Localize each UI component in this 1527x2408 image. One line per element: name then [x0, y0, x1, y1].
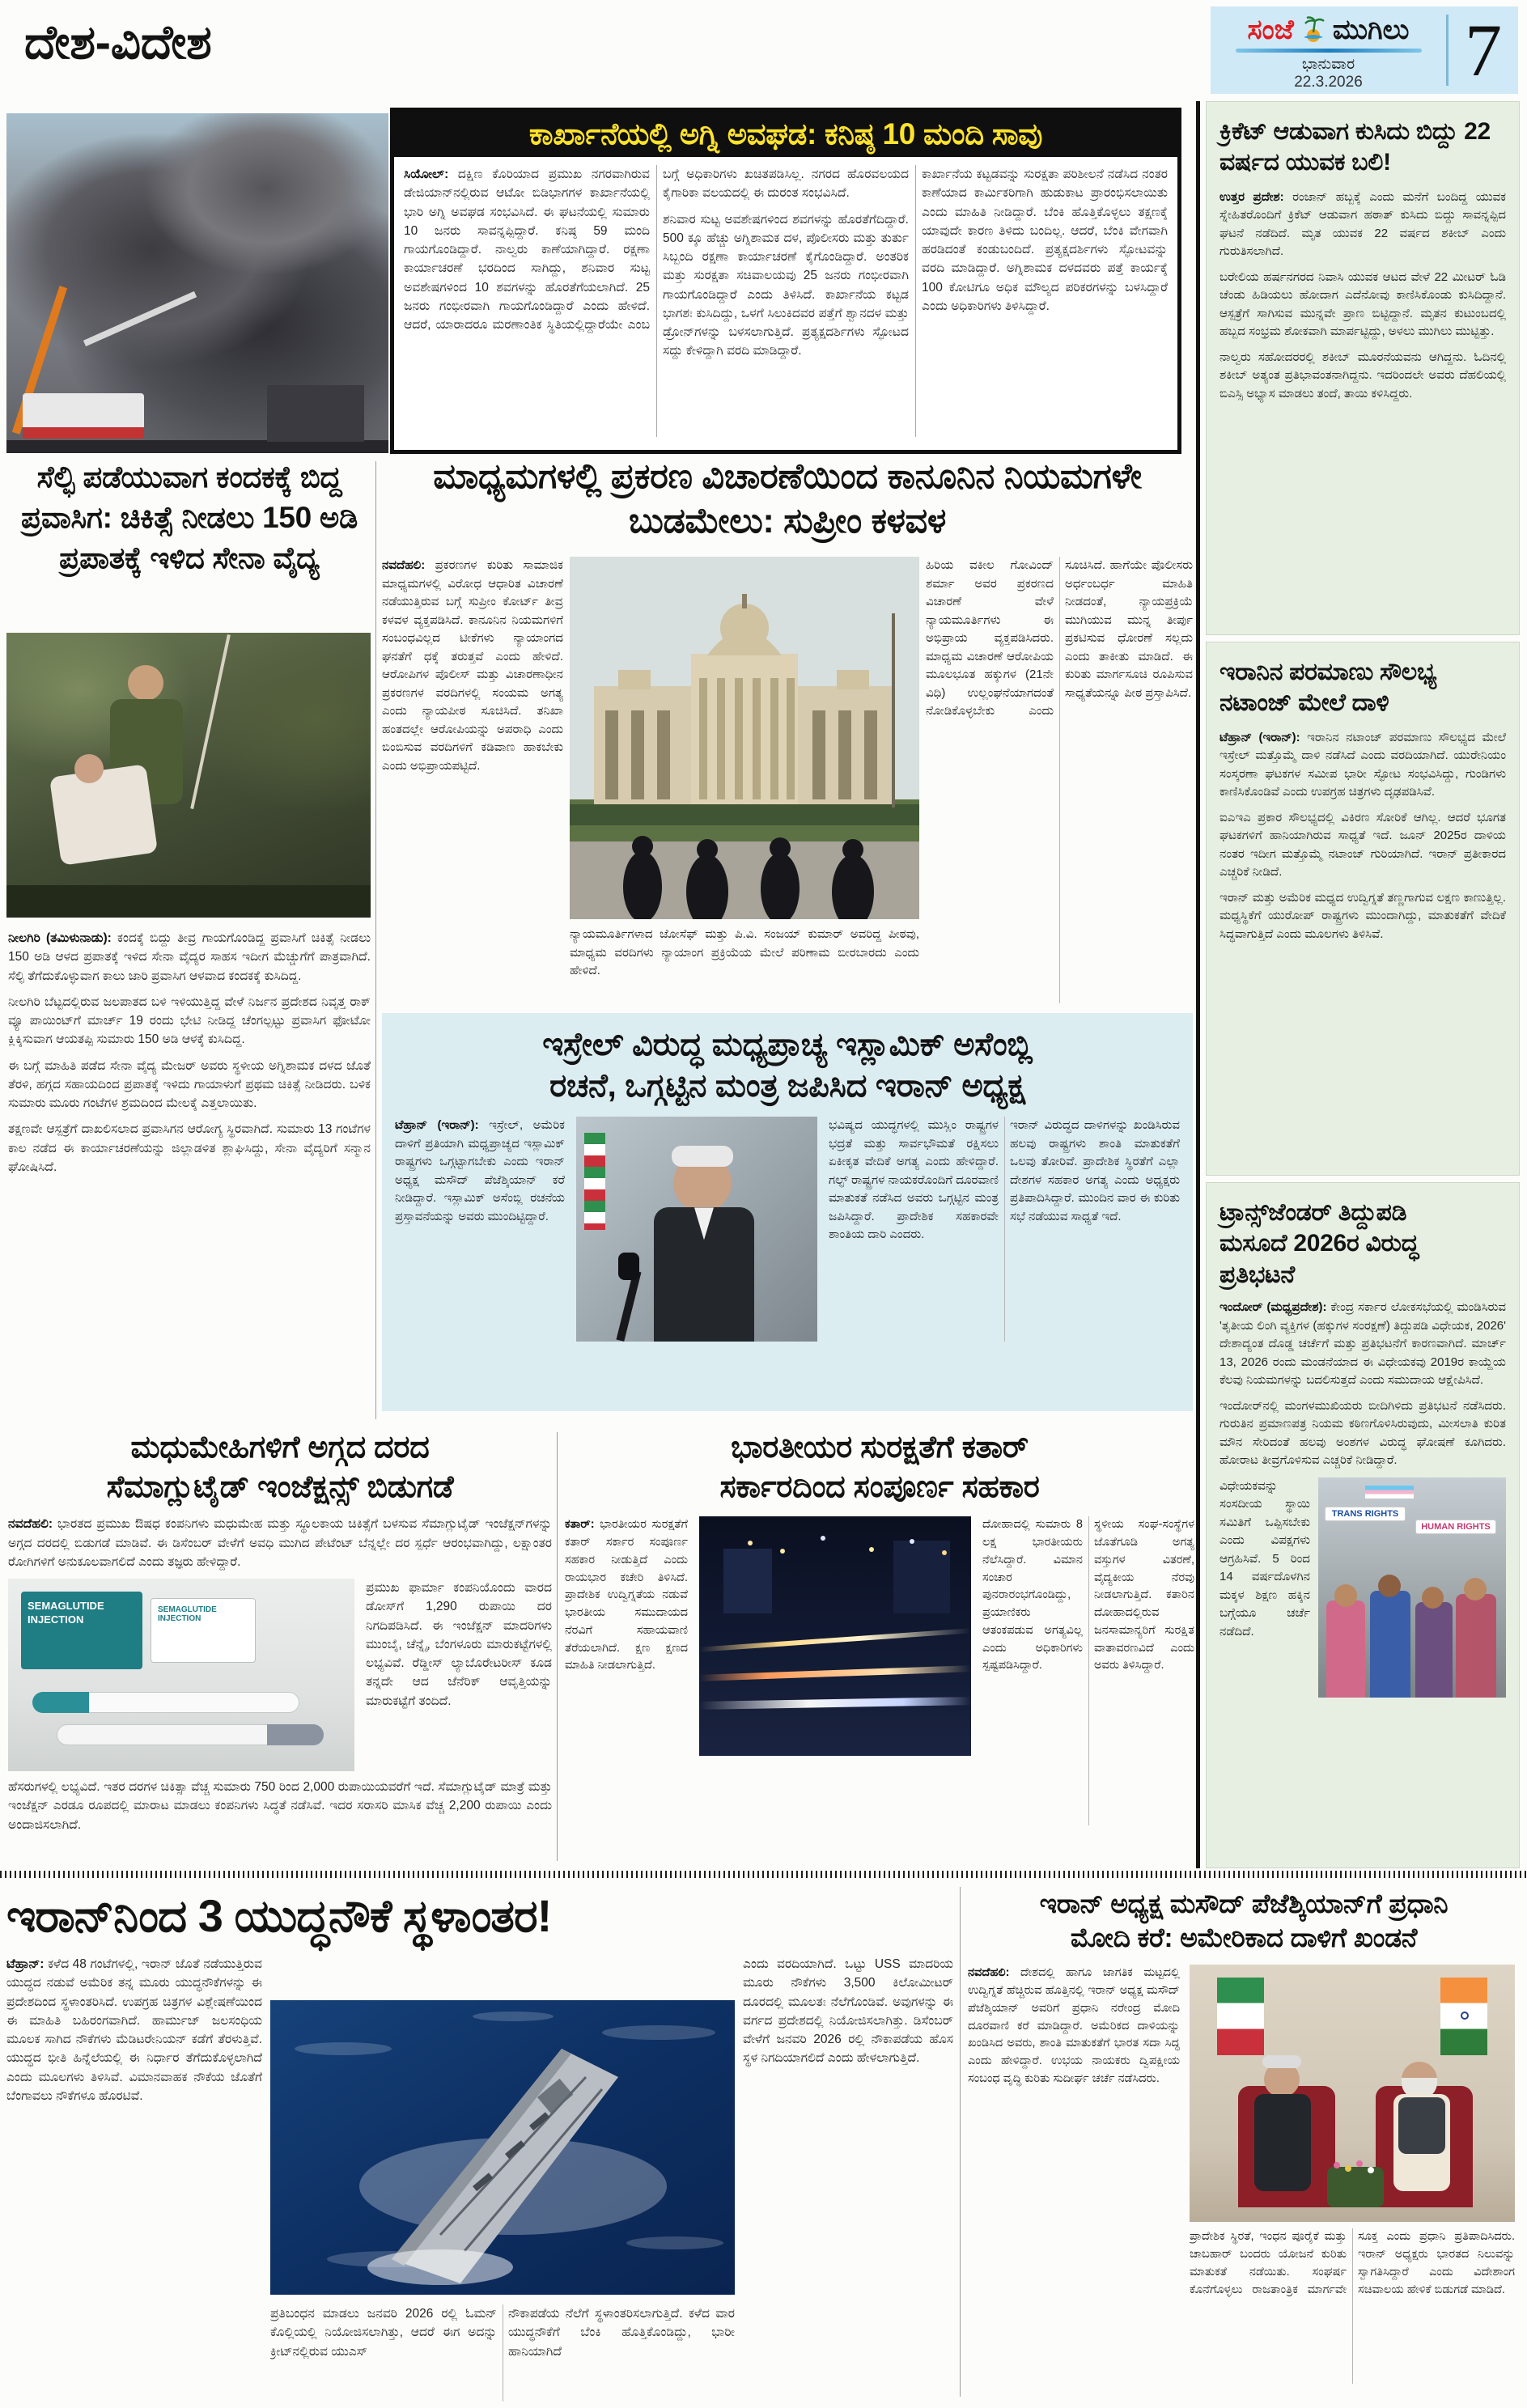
natanz-headline-2: ನಟಾಂಜ್ ಮೇಲೆ ದಾಳಿ	[1219, 689, 1389, 717]
qatar-headline-2: ಸರ್ಕಾರದಿಂದ ಸಂಪೂರ್ಣ ಸಹಕಾರ	[719, 1469, 1040, 1504]
section-title: ದೇಶ-ವಿದೇಶ	[24, 16, 212, 69]
israel-article	[382, 1013, 1193, 1411]
supreme-court-photo	[570, 557, 919, 919]
qatar-article	[565, 1428, 1194, 1865]
semaglutide-injection-photo: SEMAGLUTIDE INJECTION SEMAGLUTIDE INJECTION	[8, 1579, 354, 1771]
natanz-byline: ಟೆಹ್ರಾನ್ (ಇರಾನ್):	[1219, 730, 1300, 744]
section-divider	[0, 1871, 1527, 1878]
iran-president-photo	[576, 1117, 817, 1342]
trans-article	[1206, 1182, 1520, 1868]
selfie-body-4: ತಕ್ಷಣವೇ ಆಸ್ಪತ್ರೆಗೆ ದಾಖಲಿಸಲಾದ ಪ್ರವಾಸಿಗನ ಆರೋಗ್ಯ ಸ್ಥಿರವಾಗಿದೆ. ಸುಮಾರು 13 ಗಂಟೆಗಳ ಕಾಲ ನಡೆದ ಈ ಕಾರ್ಯಾಚರಣೆಯನ್ನು ಜಿಲ್ಲಾಡಳಿತ ಶ್ಲಾಘಿಸಿದ್ದು, ಸೇನಾ ವೈದ್ಯರಿಗೆ ಸನ್ಮಾನ ಘೋಷಿಸಿದೆ.	[8, 1122, 371, 1174]
supreme-col-left: ಪ್ರಕರಣಗಳ ಕುರಿತು ಸಾಮಾಜಿಕ ಮಾಧ್ಯಮಗಳಲ್ಲಿ ವಿರೋಧ ಆಧಾರಿತ ವಿಚಾರಣೆ ನಡೆಯುತ್ತಿರುವ ಬಗ್ಗೆ ಸುಪ್ರೀಂ ಕೋರ್ಟ್ ತೀವ್ರ ಕಳವಳ ವ್ಯಕ್ತಪಡಿಸಿದೆ. ಕಾನೂನಿನ ನಿಯಮಗಳಿಗೆ ಸಂಬಂಧವಿಲ್ಲದ ಟೀಕೆಗಳು ನ್ಯಾಯಾಂಗದ ಘನತೆಗೆ ಧಕ್ಕೆ ತರುತ್ತವೆ ಎಂದು ಹೇಳಿದೆ. ಆರೋಪಿಗಳ ಪೊಲೀಸ್ ಮತ್ತು ವಿಚಾರಣಾಧೀನ ಪ್ರಕರಣಗಳ ವರದಿಗಳಲ್ಲಿ ಸಂಯಮ ಅಗತ್ಯ ಎಂದು ನ್ಯಾಯಪೀಠ ಸೂಚಿಸಿದೆ. ತನಿಖಾ ಹಂತದಲ್ಲೇ ಆರೋಪಿಯನ್ನು ಅಪರಾಧಿ ಎಂದು ಬಿಂಬಿಸುವ ವರದಿಗಳಿಗೆ ಕಡಿವಾಣ ಹಾಕಬೇಕು ಎಂದು ಅಭಿಪ್ರಾಯಪಟ್ಟಿದೆ.	[382, 558, 563, 773]
diabetes-side: ಪ್ರಮುಖ ಫಾರ್ಮಾ ಕಂಪನಿಯೊಂದು ವಾರದ ಡೋಸ್‌ಗೆ 1,290 ರುಪಾಯಿ ದರ ನಿಗದಿಪಡಿಸಿದೆ. ಈ ಇಂಜೆಕ್ಷನ್ ಮಾದರಿಗಳು ಮುಂಬೈ, ಚೆನ್ನೈ, ಬೆಂಗಳೂರು ಮಾರುಕಟ್ಟೆಗಳಲ್ಲಿ ಲಭ್ಯವಿವೆ. ರೆಡ್ಡೀಸ್ ಲ್ಯಾಬೊರೇಟರೀಸ್ ಕೂಡ ತನ್ನದೇ ಆದ ಜೆನೆರಿಕ್ ಆವೃತ್ತಿಯನ್ನು ಮಾರುಕಟ್ಟೆಗೆ ತಂದಿದೆ.	[366, 1581, 552, 1708]
israel-headline-1: ಇಸ್ರೇಲ್ ವಿರುದ್ಧ ಮಧ್ಯಪ್ರಾಚ್ಯ ಇಸ್ಲಾಮಿಕ್ ಅಸೆಂಬ್ಲಿ	[542, 1027, 1033, 1062]
brand-underline	[1236, 49, 1422, 53]
selfie-byline: ನೀಲಗಿರಿ (ತಮಿಳುನಾಡು):	[8, 931, 112, 945]
fire-body-2: ಶನಿವಾರ ಸುಟ್ಟ ಅವಶೇಷಗಳಿಂದ ಶವಗಳನ್ನು ಹೊರತೆಗೆದಿದ್ದಾರೆ. 500 ಕ್ಕೂ ಹೆಚ್ಚು ಅಗ್ನಿಶಾಮಕ ದಳ, ಪೊಲೀಸರು ಮತ್ತು ತುರ್ತು ಸಿಬ್ಬಂದಿ ರಕ್ಷಣಾ ಕಾರ್ಯಾಚರಣೆ ಕೈಗೊಂಡಿದ್ದಾರೆ. ಅಂತರಿಕ ಮತ್ತು ಸುರಕ್ಷತಾ ಸಚಿವಾಲಯವು 25 ಜನರು ಗಂಭೀರವಾಗಿ ಗಾಯಗೊಂಡಿದ್ದಾರೆ ಎಂದು ತಿಳಿಸಿದೆ. ಕಾರ್ಖಾನೆಯ ಕಟ್ಟಡ ಭಾಗಶಃ ಕುಸಿದಿದ್ದು, ಒಳಗೆ ಸಿಲುಕಿದವರ ಪತ್ತೆಗೆ ಶ್ವಾನದಳ ಮತ್ತು ಡ್ರೋನ್‌ಗಳನ್ನು ಬಳಸಲಾಗುತ್ತಿದೆ. ಪ್ರತ್ಯಕ್ಷದರ್ಶಿಗಳು ಸ್ಫೋಟದ ಸದ್ದು ಕೇಳಿದ್ದಾಗಿ ವರದಿ ಮಾಡಿದ್ದಾರೆ.	[663, 212, 909, 358]
trans-protest-photo	[1318, 1477, 1506, 1698]
trans-body-1: ಕೇಂದ್ರ ಸರ್ಕಾರ ಲೋಕಸಭೆಯಲ್ಲಿ ಮಂಡಿಸಿರುವ 'ತೃತೀಯ ಲಿಂಗಿ ವ್ಯಕ್ತಿಗಳ (ಹಕ್ಕುಗಳ ಸಂರಕ್ಷಣೆ) ತಿದ್ದುಪಡಿ ವಿಧೇಯಕ, 2026' ದೇಶಾದ್ಯಂತ ದೊಡ್ಡ ಚರ್ಚೆಗೆ ಮತ್ತು ಪ್ರತಿಭಟನೆಗೆ ಕಾರಣವಾಗಿದೆ. ಮಾರ್ಚ್ 13, 2026 ರಂದು ಮಂಡನೆಯಾದ ಈ ವಿಧೇಯಕವು 2019ರ ಕಾಯ್ದೆಯ ಕೆಲವು ನಿಯಮಗಳನ್ನು ಬದಲಿಸುತ್ತದೆ ಎಂದು ಸಮುದಾಯ ಆಕ್ಷೇಪಿಸಿದೆ.	[1219, 1300, 1506, 1388]
fire-byline: ಸಿಯೋಲ್:	[404, 167, 449, 181]
qatar-byline: ಕತಾರ್:	[565, 1518, 595, 1532]
cricket-headline: ಕ್ರಿಕೆಟ್ ಆಡುವಾಗ ಕುಸಿದು ಬಿದ್ದು 22 ವರ್ಷದ ಯುವಕ ಬಲಿ!	[1219, 118, 1491, 176]
trans-headline-2: ಮಸೂದೆ 2026ರ ವಿರುದ್ಧ	[1219, 1230, 1419, 1257]
trans-byline: ಇಂದೋರ್ (ಮಧ್ಯಪ್ರದೇಶ):	[1219, 1300, 1327, 1315]
supreme-byline: ನವದೆಹಲಿ:	[382, 558, 426, 572]
israel-byline: ಟೆಹ್ರಾನ್ (ಇರಾನ್):	[395, 1118, 479, 1133]
selfie-body-3: ಈ ಬಗ್ಗೆ ಮಾಹಿತಿ ಪಡೆದ ಸೇನಾ ವೈದ್ಯ ಮೇಜರ್ ಅವರು ಸ್ಥಳೀಯ ಅಗ್ನಿಶಾಮಕ ದಳದ ಜೊತೆ ತೆರಳಿ, ಹಗ್ಗದ ಸಹಾಯದಿಂದ ಪ್ರಪಾತಕ್ಕೆ ಇಳಿದು ಗಾಯಾಳುಗೆ ಪ್ರಥಮ ಚಿಕಿತ್ಸೆ ನೀಡಿದರು. ಬಳಿಕ ಸುಮಾರು ಮೂರು ಗಂಟೆಗಳ ಶ್ರಮದಿಂದ ಮೇಲಕ್ಕೆ ಎತ್ತಲಾಯಿತು.	[8, 1058, 371, 1110]
fire-body-1: ದಕ್ಷಿಣ ಕೊರಿಯಾದ ಪ್ರಮುಖ ನಗರವಾಗಿರುವ ಡೇಜಿಯಾನ್‌ನಲ್ಲಿರುವ ಆಟೋ ಬಿಡಿಭಾಗಗಳ ಕಾರ್ಖಾನೆಯಲ್ಲಿ ಭಾರಿ ಅಗ್ನಿ ಅವಘಡ ಸಂಭವಿಸಿದೆ. ಈ ಘಟನೆಯಲ್ಲಿ ಸುಮಾರು 10 ಜನರು ಸಾವನ್ನಪ್ಪಿದ್ದಾರೆ. ಕನಿಷ್ಠ 59 ಮಂದಿ ಗಾಯಗೊಂಡಿದ್ದಾರೆ. ನಾಲ್ವರು ಕಾಣೆಯಾಗಿದ್ದಾರೆ. ರಕ್ಷಣಾ ಕಾರ್ಯಾಚರಣೆ ಭರದಿಂದ ಸಾಗಿದ್ದು, ಶನಿವಾರ ಸುಟ್ಟ ಅವಶೇಷಗಳಿಂದ 10 ಶವಗಳನ್ನು ಹೊರತೆಗೆಯಲಾಗಿದೆ. 25 ಜನರು ಗಂಭೀರವಾಗಿ ಗಾಯಗೊಂಡಿದ್ದಾರೆ ಎಂದು ಹೇಳಿದೆ. ಆದರೆ, ಯಾರಾದರೂ ಮರಣಾಂತಿಕ ಸ್ಥಿತಿಯಲ್ಲಿದ್ದಾರೆಯೇ ಎಂಬ ಬಗ್ಗೆ ಅಧಿಕಾರಿಗಳು ಖಚಿತಪಡಿಸಿಲ್ಲ. ನಗರದ ಹೊರವಲಯದ ಕೈಗಾರಿಕಾ ವಲಯದಲ್ಲಿ ಈ ದುರಂತ ಸಂಭವಿಸಿದೆ.	[404, 167, 909, 332]
palm-sun-logo-icon	[1297, 16, 1330, 45]
cricket-body-2: ಬರೇಲಿಯ ಹರ್ಷನಗರದ ನಿವಾಸಿ ಯುವಕ ಆಟದ ವೇಳೆ 22 ಮೀಟರ್ ಓಡಿ ಚೆಂಡು ಹಿಡಿಯಲು ಹೋದಾಗ ಎದೆನೋವು ಕಾಣಿಸಿಕೊಂಡು ಕುಸಿದಿದ್ದಾನೆ. ಆಸ್ಪತ್ರೆಗೆ ಸಾಗಿಸುವ ಮುನ್ನವೇ ಪ್ರಾಣ ಬಿಟ್ಟಿದ್ದಾನೆ. ಮೃತನ ಕುಟುಂಬದಲ್ಲಿ ಹಬ್ಬದ ಸಂಭ್ರಮ ಶೋಕವಾಗಿ ಮಾರ್ಪಟ್ಟಿದ್ದು, ಅಳಲು ಮುಗಿಲು ಮುಟ್ಟಿತ್ತು.	[1219, 269, 1506, 339]
selfie-body-1: ಕಂದಕ್ಕೆ ಬಿದ್ದು ತೀವ್ರ ಗಾಯಗೊಂಡಿದ್ದ ಪ್ರವಾಸಿಗೆ ಚಿಕಿತ್ಸೆ ನೀಡಲು 150 ಅಡಿ ಆಳದ ಪ್ರಪಾತಕ್ಕೆ ಇಳಿದ ಸೇನಾ ವೈದ್ಯರ ಸಾಹಸ ಇದೀಗ ಮೆಚ್ಚುಗೆಗೆ ಪಾತ್ರವಾಗಿದೆ. ಸೆಲ್ಫಿ ತೆಗೆದುಕೊಳ್ಳುವಾಗ ಕಾಲು ಜಾರಿ ಪ್ರವಾಸಿಗ ಆಳವಾದ ಕಂದಕಕ್ಕೆ ಕುಸಿದಿದ್ದ.	[8, 931, 371, 983]
pack-label-2: INJECTION	[28, 1613, 84, 1626]
warship-col-4: ಎಂದು ವರದಿಯಾಗಿದೆ. ಒಟ್ಟು USS ಮಾದರಿಯ ಮೂರು ನೌಕೆಗಳು 3,500 ಕಿಲೋಮೀಟರ್ ದೂರದಲ್ಲಿ ಮೂಲತಃ ನೆಲೆಗೊಂಡಿವೆ. ಅವುಗಳನ್ನು ಈ ವರ್ಗದ ಪ್ರದೇಶದಲ್ಲಿ ನಿಯೋಜಿಸಲಾಗಿತ್ತು. ಡಿಸೆಂಬರ್ ವೇಳೆಗೆ ಜನವರಿ 2026 ರಲ್ಲಿ ನೌಕಾಪಡೆಯ ಹೊಸ ಸ್ಥಳ ನಿಗದಿಯಾಗಲಿದೆ ಎಂದು ಹೇಳಲಾಗುತ್ತಿದೆ.	[743, 1957, 953, 2066]
diabetes-byline: ನವದೆಹಲಿ:	[8, 1517, 53, 1532]
cricket-byline: ಉತ್ತರ ಪ್ರದೇಶ:	[1219, 189, 1284, 204]
qatar-col-2: ದೋಹಾದಲ್ಲಿ ಸುಮಾರು 8 ಲಕ್ಷ ಭಾರತೀಯರು ನೆಲೆಸಿದ್ದಾರೆ. ವಿಮಾನ ಸಂಚಾರ ಪುನರಾರಂಭಗೊಂಡಿದ್ದು, ಪ್ರಯಾಣಿಕರು ಆತಂಕಪಡುವ ಅಗತ್ಯವಿಲ್ಲ ಎಂದು ಅಧಿಕಾರಿಗಳು ಸ್ಪಷ್ಟಪಡಿಸಿದ್ದಾರೆ.	[982, 1518, 1083, 1672]
modi-headline-2: ಮೋದಿ ಕರೆ: ಅಮೇರಿಕಾದ ದಾಳಿಗೆ ಖಂಡನೆ	[1070, 1923, 1418, 1953]
diabetes-headline-1: ಮಧುಮೇಹಿಗಳಿಗೆ ಅಗ್ಗದ ದರದ	[130, 1431, 430, 1465]
israel-headline-2: ರಚನೆ, ಒಗ್ಗಟ್ಟಿನ ಮಂತ್ರ ಜಪಿಸಿದ ಇರಾನ್ ಅಧ್ಯಕ್ಷ	[549, 1068, 1025, 1104]
natanz-body-2: ಐಎಇಎ ಪ್ರಕಾರ ಸೌಲಭ್ಯದಲ್ಲಿ ವಿಕಿರಣ ಸೋರಿಕೆ ಆಗಿಲ್ಲ. ಆದರೆ ಭೂಗತ ಘಟಕಗಳಿಗೆ ಹಾನಿಯಾಗಿರುವ ಸಾಧ್ಯತೆ ಇದೆ. ಜೂನ್ 2025ರ ದಾಳಿಯ ನಂತರ ಇದೀಗ ಮತ್ತೊಮ್ಮೆ ನಟಾಂಜ್ ಗುರಿಯಾಗಿದೆ. ಇರಾನ್ ಪ್ರತೀಕಾರದ ಎಚ್ಚರಿಕೆ ನೀಡಿದೆ.	[1219, 810, 1506, 880]
masthead-day: ಭಾನುವಾರ	[1301, 56, 1355, 73]
warship-headline: ಇರಾನ್‌ನಿಂದ 3 ಯುದ್ಧನೌಕೆ ಸ್ಥಳಾಂತರ!	[6, 1890, 552, 1941]
cricket-body-1: ರಂಜಾನ್ ಹಬ್ಬಕ್ಕೆ ಎಂದು ಮನೆಗೆ ಬಂದಿದ್ದ ಯುವಕ ಸ್ನೇಹಿತರೊಂದಿಗೆ ಕ್ರಿಕೆಟ್ ಆಡುವಾಗ ಹಠಾತ್ ಕುಸಿದು ಬಿದ್ದು ಸಾವನ್ನಪ್ಪಿದ ಘಟನೆ ನಡೆದಿದೆ. ಮೃತ ಯುವಕ 22 ವರ್ಷದ ಶಕೀಬ್ ಎಂದು ಗುರುತಿಸಲಾಗಿದೆ.	[1219, 189, 1506, 259]
pack-label-1: SEMAGLUTIDE	[28, 1600, 104, 1612]
qatar-col-1: ಭಾರತೀಯರ ಸುರಕ್ಷತೆಗೆ ಕತಾರ್ ಸರ್ಕಾರ ಸಂಪೂರ್ಣ ಸಹಕಾರ ನೀಡುತ್ತಿದೆ ಎಂದು ರಾಯಭಾರ ಕಚೇರಿ ತಿಳಿಸಿದೆ. ಪ್ರಾದೇಶಿಕ ಉದ್ವಿಗ್ನತೆಯ ನಡುವೆ ಭಾರತೀಯ ಸಮುದಾಯದ ನೆರವಿಗೆ ಸಹಾಯವಾಣಿ ತೆರೆಯಲಾಗಿದೆ. ಕ್ಷಣ ಕ್ಷಣದ ಮಾಹಿತಿ ನೀಡಲಾಗುತ್ತಿದೆ.	[565, 1518, 688, 1672]
selfie-headline: ಸೆಲ್ಫಿ ಪಡೆಯುವಾಗ ಕಂದಕಕ್ಕೆ ಬಿದ್ದ ಪ್ರವಾಸಿಗ: ಚಿಕಿತ್ಸೆ ನೀಡಲು 150 ಅಡಿ ಪ್ರಪಾತಕ್ಕೆ ಇಳಿದ ಸೇನಾ ವೈದ್ಯ	[20, 460, 358, 574]
aircraft-carrier-photo	[270, 2000, 735, 2295]
diabetes-headline-2: ಸೆಮಾಗ್ಲುಟೈಡ್ ಇಂಜೆಕ್ಷನ್ಸ್ ಬಿಡುಗಡೆ	[106, 1469, 454, 1504]
trans-body-3: ವಿಧೇಯಕವನ್ನು ಸಂಸದೀಯ ಸ್ಥಾಯಿ ಸಮಿತಿಗೆ ಒಪ್ಪಿಸಬೇಕು ಎಂದು ವಿಪಕ್ಷಗಳು ಆಗ್ರಹಿಸಿವೆ. 5 ರಿಂದ 14 ವರ್ಷದೊಳಗಿನ ಮಕ್ಕಳ ಶಿಕ್ಷಣ ಹಕ್ಕಿನ ಬಗ್ಗೆಯೂ ಚರ್ಚೆ ನಡೆದಿದೆ.	[1219, 1478, 1310, 1639]
israel-col-1: ಇಸ್ರೇಲ್, ಅಮೆರಿಕ ದಾಳಿಗೆ ಪ್ರತಿಯಾಗಿ ಮಧ್ಯಪ್ರಾಚ್ಯದ ಇಸ್ಲಾಮಿಕ್ ರಾಷ್ಟ್ರಗಳು ಒಗ್ಗಟ್ಟಾಗಬೇಕು ಎಂದು ಇರಾನ್ ಅಧ್ಯಕ್ಷ ಮಸೌದ್ ಪೆಜೆಶ್ಕಿಯಾನ್ ಕರೆ ನೀಡಿದ್ದಾರೆ. ಇಸ್ಲಾಮಿಕ್ ಅಸೆಂಬ್ಲಿ ರಚನೆಯ ಪ್ರಸ್ತಾವನೆಯನ್ನು ಅವರು ಮುಂದಿಟ್ಟಿದ್ದಾರೆ.	[395, 1118, 566, 1223]
diabetes-intro: ಭಾರತದ ಪ್ರಮುಖ ಔಷಧ ಕಂಪನಿಗಳು ಮಧುಮೇಹ ಮತ್ತು ಸ್ಥೂಲಕಾಯ ಚಿಕಿತ್ಸೆಗೆ ಬಳಸುವ ಸೆಮಾಗ್ಲುಟೈಡ್ ಇಂಜೆಕ್ಷನ್‌ಗಳನ್ನು ಅಗ್ಗದ ದರದಲ್ಲಿ ಬಿಡುಗಡೆ ಮಾಡಿವೆ. ಈ ಡಿಸೆಂಬರ್ ವೇಳೆಗೆ ಅವಧಿ ಮುಗಿದ ಪೇಟೆಂಟ್ ಬೆನ್ನಲ್ಲೇ ದರ ಸ್ಪರ್ಧೆ ಆರಂಭವಾಗಿದ್ದು, ಲಕ್ಷಾಂತರ ರೋಗಿಗಳಿಗೆ ಅನುಕೂಲವಾಗಲಿದೆ ಎಂದು ತಜ್ಞರು ಹೇಳಿದ್ದಾರೆ.	[8, 1517, 552, 1569]
israel-col-3: ಇರಾನ್ ವಿರುದ್ಧದ ದಾಳಿಗಳನ್ನು ಖಂಡಿಸಿರುವ ಹಲವು ರಾಷ್ಟ್ರಗಳು ಶಾಂತಿ ಮಾತುಕತೆಗೆ ಒಲವು ತೋರಿವೆ. ಪ್ರಾದೇಶಿಕ ಸ್ಥಿರತೆಗೆ ಎಲ್ಲಾ ದೇಶಗಳ ಸಹಕಾರ ಅಗತ್ಯ ಎಂದು ಅಧ್ಯಕ್ಷರು ಪ್ರತಿಪಾದಿಸಿದ್ದಾರೆ. ಮುಂದಿನ ವಾರ ಈ ಕುರಿತು ಸಭೆ ನಡೆಯುವ ಸಾಧ್ಯತೆ ಇದೆ.	[1010, 1118, 1180, 1223]
modi-headline-1: ಇರಾನ್ ಅಧ್ಯಕ್ಷ ಮಸೌದ್ ಪೆಜೆಶ್ಕಿಯಾನ್‌ಗೆ ಪ್ರಧಾನಿ	[1039, 1889, 1449, 1918]
natanz-body-1: ಇರಾನಿನ ನಟಾಂಜ್ ಪರಮಾಣು ಸೌಲಭ್ಯದ ಮೇಲೆ ಇಸ್ರೇಲ್ ಮತ್ತೊಮ್ಮೆ ದಾಳಿ ನಡೆಸಿದೆ ಎಂದು ವರದಿಯಾಗಿದೆ. ಯುರೇನಿಯಂ ಸಂಸ್ಕರಣಾ ಘಟಕಗಳ ಸಮೀಪ ಭಾರೀ ಸ್ಫೋಟ ಸಂಭವಿಸಿದ್ದು, ಗುಂಡಿಗಳು ಕಾಣಿಸಿಕೊಂಡಿವೆ ಎಂದು ಉಪಗ್ರಹ ಚಿತ್ರಗಳು ದೃಢಪಡಿಸಿವೆ.	[1219, 730, 1507, 799]
warship-col-1: ಕಳೆದ 48 ಗಂಟೆಗಳಲ್ಲಿ, ಇರಾನ್ ಜೊತೆ ನಡೆಯುತ್ತಿರುವ ಯುದ್ಧದ ನಡುವೆ ಅಮೆರಿಕ ತನ್ನ ಮೂರು ಯುದ್ಧನೌಕೆಗಳನ್ನು ಈ ಪ್ರದೇಶದಿಂದ ಸ್ಥಳಾಂತರಿಸಿದೆ. ಉಪಗ್ರಹ ಚಿತ್ರಗಳ ವಿಶ್ಲೇಷಣೆಯಿಂದ ಈ ಮಾಹಿತಿ ಬಹಿರಂಗವಾಗಿದೆ. ಹಾರ್ಮುಜ್ ಜಲಸಂಧಿಯ ಮೂಲಕ ಸಾಗಿದ ನೌಕೆಗಳು ಮೆಡಿಟರೇನಿಯನ್ ಕಡೆಗೆ ತೆರಳುತ್ತಿವೆ. ಯುದ್ಧದ ಭೀತಿ ಹಿನ್ನೆಲೆಯಲ್ಲಿ ಈ ನಿರ್ಧಾರ ತೆಗೆದುಕೊಳ್ಳಲಾಗಿದೆ ಎಂದು ಮೂಲಗಳು ತಿಳಿಸಿವೆ. ವಿಮಾನವಾಹಕ ನೌಕೆಯ ಜೊತೆಗೆ ಬೆಂಗಾವಲು ನೌಕೆಗಳೂ ಹೊರಟಿವೆ.	[6, 1957, 262, 2103]
selfie-body	[8, 929, 371, 1419]
column-rule-bottom	[960, 1887, 961, 2397]
supreme-col-right: ಹಿರಿಯ ವಕೀಲ ಗೋವಿಂದ್ ಶರ್ಮಾ ಅವರ ಪ್ರಕರಣದ ವಿಚಾರಣೆ ವೇಳೆ ನ್ಯಾಯಮೂರ್ತಿಗಳು ಈ ಅಭಿಪ್ರಾಯ ವ್ಯಕ್ತಪಡಿಸಿದರು. ಮಾಧ್ಯಮ ವಿಚಾರಣೆ ಆರೋಪಿಯ ಮೂಲಭೂತ ಹಕ್ಕುಗಳ (21ನೇ ವಿಧಿ) ಉಲ್ಲಂಘನೆಯಾಗದಂತೆ ನೋಡಿಕೊಳ್ಳಬೇಕು ಎಂದು ಸೂಚಿಸಿದೆ. ಹಾಗೆಯೇ ಪೊಲೀಸರು ಅರ್ಧಂಬರ್ಧ ಮಾಹಿತಿ ನೀಡದಂತೆ, ನ್ಯಾಯಪ್ರಕ್ರಿಯೆ ಮುಗಿಯುವ ಮುನ್ನ ತೀರ್ಪು ಪ್ರಕಟಿಸುವ ಧೋರಣೆ ಸಲ್ಲದು ಎಂದು ತಾಕೀತು ಮಾಡಿದೆ. ಈ ಕುರಿತು ಮಾರ್ಗಸೂಚಿ ರೂಪಿಸುವ ಸಾಧ್ಯತೆಯನ್ನೂ ಪೀಠ ಪ್ರಸ್ತಾಪಿಸಿದೆ.	[926, 558, 1193, 718]
modi-pezeshkian-meeting-photo	[1190, 1965, 1515, 2222]
qatar-night-road-photo	[699, 1516, 971, 1756]
warship-article	[6, 1887, 953, 2402]
modi-byline: ನವದೆಹಲಿ:	[968, 1966, 1010, 1980]
brand-name-black: ಮುಗಿಲು	[1332, 15, 1410, 45]
supreme-col-bottom: ನ್ಯಾಯಮೂರ್ತಿಗಳಾದ ಜೋಸೆಫ್ ಮತ್ತು ಪಿ.ವಿ. ಸಂಜಯ್ ಕುಮಾರ್ ಅವರಿದ್ದ ಪೀಠವು, ಮಾಧ್ಯಮ ವರದಿಗಳು ನ್ಯಾಯಾಂಗ ಪ್ರಕ್ರಿಯೆಯ ಮೇಲೆ ಪರಿಣಾಮ ಬೀರಬಾರದು ಎಂದು ಹೇಳಿದೆ.	[570, 927, 919, 977]
qatar-col-3: ಸ್ಥಳೀಯ ಸಂಘ-ಸಂಸ್ಥೆಗಳ ಜೊತೆಗೂಡಿ ಅಗತ್ಯ ವಸ್ತುಗಳ ವಿತರಣೆ, ವೈದ್ಯಕೀಯ ನೆರವು ನೀಡಲಾಗುತ್ತಿದೆ. ಕತಾರಿನ ದೋಹಾದಲ್ಲಿರುವ ಜನಸಾಮಾನ್ಯರಿಗೆ ಸುರಕ್ಷಿತ ವಾತಾವರಣವಿದೆ ಎಂದು ಅವರು ತಿಳಿಸಿದ್ದಾರೆ.	[1094, 1518, 1194, 1672]
trans-headline-1: ಟ್ರಾನ್ಸ್‌ಜೆಂಡರ್ ತಿದ್ದುಪಡಿ	[1219, 1199, 1407, 1226]
protest-sign-trans-rights: TRANS RIGHTS	[1331, 1508, 1399, 1519]
right-rail-rule	[1196, 101, 1200, 1868]
natanz-article	[1206, 642, 1520, 1176]
trans-body-2: ಇಂದೋರ್‌ನಲ್ಲಿ ಮಂಗಳಮುಖಿಯರು ಬೀದಿಗಿಳಿದು ಪ್ರತಿಭಟನೆ ನಡೆಸಿದರು. ಗುರುತಿನ ಪ್ರಮಾಣಪತ್ರ ನಿಯಮ ಕಠಿಣಗೊಳಿಸಿರುವುದು, ಮೀಸಲಾತಿ ಕುರಿತ ಮೌನ ಸೇರಿದಂತೆ ಹಲವು ಅಂಶಗಳ ವಿರುದ್ಧ ಘೋಷಣೆ ಕೂಗಿದರು. ಹೋರಾಟ ತೀವ್ರಗೊಳಿಸುವ ಎಚ್ಚರಿಕೆ ನೀಡಿದ್ದಾರೆ.	[1219, 1398, 1506, 1468]
trans-flag	[1365, 1486, 1414, 1499]
brand-name-red: ಸಂಜೆ	[1247, 15, 1294, 45]
fire-headline: ಕಾರ್ಖಾನೆಯಲ್ಲಿ ಅಗ್ನಿ ಅವಘಡ: ಕನಿಷ್ಠ 10 ಮಂದಿ ಸಾವು	[528, 117, 1043, 151]
diabetes-article	[8, 1428, 552, 1865]
diabetes-bottom: ಹೆಸರುಗಳಲ್ಲಿ ಲಭ್ಯವಿದೆ. ಇತರ ದರಗಳ ಚಿಕಿತ್ಸಾ ವೆಚ್ಚ ಸುಮಾರು 750 ರಿಂದ 2,000 ರುಪಾಯಿಯವರೆಗೆ ಇದೆ. ಸೆಮಾಗ್ಲುಟೈಡ್ ಮಾತ್ರೆ ಮತ್ತು ಇಂಜೆಕ್ಷನ್ ಎರಡೂ ರೂಪದಲ್ಲಿ ಮಾರಾಟ ಮಾಡಲು ಕಂಪನಿಗಳು ಸಿದ್ಧತೆ ನಡೆಸಿವೆ. ಇದರ ಸರಾಸರಿ ಮಾಸಿಕ ವೆಚ್ಚ 2,200 ರುಪಾಯಿ ಎಂದು ಅಂದಾಜಿಸಲಾಗಿದೆ.	[8, 1780, 552, 1832]
iran-flag	[1217, 1978, 1264, 2055]
column-rule-diabetes-qatar	[557, 1432, 558, 1861]
rescue-photo	[6, 633, 371, 918]
modi-col-2: ಪ್ರಾದೇಶಿಕ ಸ್ಥಿರತೆ, ಇಂಧನ ಪೂರೈಕೆ ಮತ್ತು ಚಾಬಹಾರ್ ಬಂದರು ಯೋಜನೆ ಕುರಿತು ಮಾತುಕತೆ ನಡೆಯಿತು. ಸಂಘರ್ಷ ಕೊನೆಗೊಳ್ಳಲು ರಾಜತಾಂತ್ರಿಕ ಮಾರ್ಗವೇ ಸೂಕ್ತ ಎಂದು ಪ್ರಧಾನಿ ಪ್ರತಿಪಾದಿಸಿದರು. ಇರಾನ್ ಅಧ್ಯಕ್ಷರು ಭಾರತದ ನಿಲುವನ್ನು ಸ್ವಾಗತಿಸಿದ್ದಾರೆ ಎಂದು ವಿದೇಶಾಂಗ ಸಚಿವಾಲಯ ಹೇಳಿಕೆ ಬಿಡುಗಡೆ ಮಾಡಿದೆ.	[1190, 2230, 1515, 2296]
modi-article	[968, 1887, 1520, 2402]
fire-article	[390, 108, 1181, 454]
fire-body-3: ಕಾರ್ಖಾನೆಯ ಕಟ್ಟಡವನ್ನು ಸುರಕ್ಷತಾ ಪರಿಶೀಲನೆ ನಡೆಸಿದ ನಂತರ ಕಾಣೆಯಾದ ಕಾರ್ಮಿಕರಿಗಾಗಿ ಹುಡುಕಾಟ ಪ್ರಾರಂಭಿಸಲಾಯಿತು ಎಂದು ಮಾಹಿತಿ ನೀಡಿದ್ದಾರೆ. ಬೆಂಕಿ ಹೊತ್ತಿಕೊಳ್ಳಲು ತಕ್ಷಣಕ್ಕೆ ಯಾವುದೇ ಕಾರಣ ತಿಳಿದು ಬಂದಿಲ್ಲ. ಆದರೆ, ಬೆಂಕಿ ವೇಗವಾಗಿ ಹರಡಿದಂತೆ ಕಂಡುಬಂದಿದೆ. ಪ್ರತ್ಯಕ್ಷದರ್ಶಿಗಳು ಸ್ಫೋಟವನ್ನು ವರದಿ ಮಾಡಿದ್ದಾರೆ. ಅಗ್ನಿಶಾಮಕ ದಳದವರು ಪತ್ತೆ ಕಾರ್ಯಕ್ಕೆ 100 ಕೋಟಿಗೂ ಅಧಿಕ ಮೌಲ್ಯದ ಪರಿಕರಗಳನ್ನು ಬಳಸಿದ್ದಾರೆ ಎಂದು ಅಧಿಕಾರಿಗಳು ತಿಳಿಸಿದ್ದಾರೆ.	[922, 167, 1168, 313]
qatar-headline-1: ಭಾರತೀಯರ ಸುರಕ್ಷತೆಗೆ ಕತಾರ್	[731, 1431, 1029, 1465]
page-number: 7	[1465, 9, 1502, 91]
natanz-body-3: ಇರಾನ್ ಮತ್ತು ಅಮೆರಿಕ ಮಧ್ಯದ ಉದ್ವಿಗ್ನತೆ ತಣ್ಣಗಾಗುವ ಲಕ್ಷಣ ಕಾಣುತ್ತಿಲ್ಲ. ಮಧ್ಯಸ್ಥಿಕೆಗೆ ಯುರೋಪ್ ರಾಷ್ಟ್ರಗಳು ಮುಂದಾಗಿದ್ದು, ಮಾತುಕತೆಗೆ ವೇದಿಕೆ ಸಿದ್ಧವಾಗುತ್ತಿದೆ ಎಂದು ಮೂಲಗಳು ತಿಳಿಸಿವೆ.	[1219, 890, 1506, 941]
factory-fire-photo	[6, 113, 388, 453]
israel-col-2: ಭವಿಷ್ಯದ ಯುದ್ಧಗಳಲ್ಲಿ ಮುಸ್ಲಿಂ ರಾಷ್ಟ್ರಗಳ ಭದ್ರತೆ ಮತ್ತು ಸಾರ್ವಭೌಮತೆ ರಕ್ಷಿಸಲು ಏಕೀಕೃತ ವೇದಿಕೆ ಅಗತ್ಯ ಎಂದು ಹೇಳಿದ್ದಾರೆ. ಗಲ್ಫ್ ರಾಷ್ಟ್ರಗಳ ನಾಯಕರೊಂದಿಗೆ ದೂರವಾಣಿ ಮಾತುಕತೆ ನಡೆಸಿದ ಅವರು ಒಗ್ಗಟ್ಟಿನ ಮಂತ್ರ ಜಪಿಸಿದ್ದಾರೆ. ಪ್ರಾದೇಶಿಕ ಸಹಕಾರವೇ ಶಾಂತಿಯ ದಾರಿ ಎಂದರು.	[829, 1118, 999, 1242]
warship-byline: ಟೆಹ್ರಾನ್:	[6, 1957, 45, 1971]
cricket-body-3: ನಾಲ್ವರು ಸಹೋದರರಲ್ಲಿ ಶಕೀಬ್ ಮೂರನೆಯವನು ಆಗಿದ್ದನು. ಓದಿನಲ್ಲಿ ಶಕೀಬ್ ಅತ್ಯಂತ ಪ್ರತಿಭಾವಂತನಾಗಿದ್ದನು. ಇದರಿಂದಲೇ ಅವರು ದೆಹಲಿಯಲ್ಲಿ ಬಿಎಸ್ಸಿ ಅಭ್ಯಾಸ ಮಾಡಲು ತಂದೆ, ತಾಯಿ ಕಳಿಸಿದ್ದರು.	[1219, 350, 1506, 401]
warship-col-2: ಪ್ರತಿಬಂಧನ ಮಾಡಲು ಜನವರಿ 2026 ರಲ್ಲಿ ಓಮನ್ ಕೊಲ್ಲಿಯಲ್ಲಿ ನಿಯೋಜಿಸಲಾಗಿತ್ತು, ಆದರೆ ಈಗ ಅದನ್ನು ಕ್ರೀಟ್‌ನಲ್ಲಿರುವ ಯುಎಸ್	[270, 2307, 497, 2359]
protest-sign-human-rights: HUMAN RIGHTS	[1421, 1521, 1491, 1532]
warship-col-3: ನೌಕಾಪಡೆಯ ನೆಲೆಗೆ ಸ್ಥಳಾಂತರಿಸಲಾಗುತ್ತಿದೆ. ಕಳೆದ ವಾರ ಯುದ್ಧನೌಕೆಗೆ ಬೆಂಕಿ ಹೊತ್ತಿಕೊಂಡಿದ್ದು, ಭಾರೀ ಹಾನಿಯಾಗಿದೆ	[508, 2307, 735, 2359]
cricket-article	[1206, 101, 1520, 635]
supreme-article	[382, 455, 1193, 1007]
modi-col-1: ದೇಶದಲ್ಲಿ ಹಾಗೂ ಜಾಗತಿಕ ಮಟ್ಟದಲ್ಲಿ ಉದ್ವಿಗ್ನತೆ ಹೆಚ್ಚಿರುವ ಹೊತ್ತಿನಲ್ಲಿ ಇರಾನ್ ಅಧ್ಯಕ್ಷ ಮಸೌದ್ ಪೆಜೆಶ್ಕಿಯಾನ್ ಅವರಿಗೆ ಪ್ರಧಾನಿ ನರೇಂದ್ರ ಮೋದಿ ದೂರವಾಣಿ ಕರೆ ಮಾಡಿದ್ದಾರೆ. ಅಮೆರಿಕದ ದಾಳಿಯನ್ನು ಖಂಡಿಸಿದ ಅವರು, ಶಾಂತಿ ಮಾತುಕತೆಗೆ ಭಾರತ ಸದಾ ಸಿದ್ಧ ಎಂದು ಹೇಳಿದ್ದಾರೆ. ಉಭಯ ನಾಯಕರು ದ್ವಿಪಕ್ಷೀಯ ಸಂಬಂಧ ವೃದ್ಧಿ ಕುರಿತು ಸುದೀರ್ಘ ಚರ್ಚೆ ನಡೆಸಿದರು.	[968, 1966, 1180, 2085]
supreme-headline: ಮಾಧ್ಯಮಗಳಲ್ಲಿ ಪ್ರಕರಣ ವಿಚಾರಣೆಯಿಂದ ಕಾನೂನಿನ ನಿಯಮಗಳೇ ಬುಡಮೇಲು: ಸುಪ್ರೀಂ ಕಳವಳ	[433, 457, 1142, 541]
natanz-headline-1: ಇರಾನಿನ ಪರಮಾಣು ಸೌಲಭ್ಯ	[1219, 659, 1437, 685]
column-rule-left	[375, 461, 376, 1419]
masthead-date: 22.3.2026	[1294, 74, 1363, 91]
trans-headline-3: ಪ್ರತಿಭಟನೆ	[1219, 1261, 1295, 1288]
masthead	[1211, 6, 1518, 94]
selfie-body-2: ನೀಲಗಿರಿ ಬೆಟ್ಟದಲ್ಲಿರುವ ಜಲಪಾತದ ಬಳಿ ಇಳಿಯುತ್ತಿದ್ದ ವೇಳೆ ನಿರ್ಜನ ಪ್ರದೇಶದ ನಿವೃತ್ತ ರಾಕ್ ವ್ಯೂ ಪಾಯಿಂಟ್‌ಗೆ ಮಾರ್ಚ್ 19 ರಂದು ಭೇಟಿ ನೀಡಿದ್ದ ಚೆಂಗಲ್ಪಟ್ಟು ಪ್ರವಾಸಿಗ ಫೋಟೋ ಕ್ಲಿಕ್ಕಿಸುವಾಗ ಆಯತಪ್ಪಿ ಸುಮಾರು 150 ಅಡಿ ಆಳಕ್ಕೆ ಕುಸಿದಿದ್ದ.	[8, 994, 371, 1047]
